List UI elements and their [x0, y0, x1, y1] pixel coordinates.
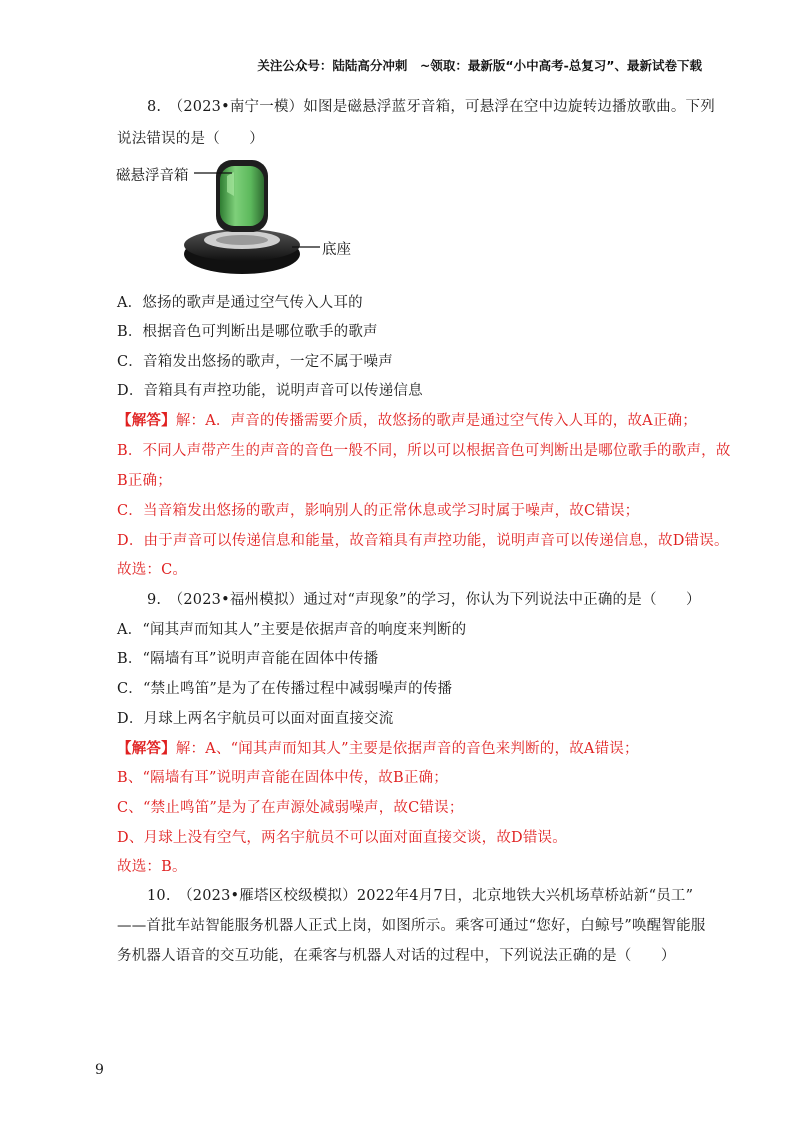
- q8-figure-levitating-speaker: [114, 152, 374, 282]
- q9-answer-line2: B、“隔墙有耳”说明声音能在固体中传，故B正确；: [117, 770, 448, 786]
- q8-option-d: D．音箱具有声控功能，说明声音可以传递信息: [117, 383, 423, 399]
- q9-stem: 9. （2023•福州模拟）通过对“声现象”的学习，你认为下列说法中正确的是（ ）: [147, 592, 701, 608]
- q8-answer-tag: 【解答】: [117, 412, 176, 429]
- q8-answer-line5: D．由于声音可以传递信息和能量，故音箱具有声控功能，说明声音可以传递信息，故D错误。: [117, 533, 729, 549]
- q9-answer-line3: C、“禁止鸣笛”是为了在声源处减弱噪声，故C错误；: [117, 800, 464, 816]
- q8-option-b: B．根据音色可判断出是哪位歌手的歌声: [117, 324, 378, 340]
- q8-answer-line4: C．当音箱发出悠扬的歌声，影响别人的正常休息或学习时属于噪声，故C错误；: [117, 503, 640, 519]
- q9-option-b: B．“隔墙有耳”说明声音能在固体中传播: [117, 651, 379, 667]
- q9-option-a: A．“闻其声而知其人”主要是依据声音的响度来判断的: [117, 622, 467, 638]
- q9-answer-choice: 故选：B。: [117, 859, 187, 875]
- label-speaker: 磁悬浮音箱: [116, 168, 189, 184]
- q8-stem-line1: 8. （2023•南宁一模）如图是磁悬浮蓝牙音箱，可悬浮在空中边旋转边播放歌曲。下列: [147, 99, 715, 115]
- q8-option-c: C．音箱发出悠扬的歌声，一定不属于噪声: [117, 354, 393, 370]
- label-base: 底座: [322, 242, 351, 258]
- q10-stem-line1: 10. （2023•雁塔区校级模拟）2022年4月7日，北京地铁大兴机场草桥站新“员工”: [147, 888, 694, 904]
- q8-answer-line2: B．不同人声带产生的声音的音色一般不同，所以可以根据音色可判断出是哪位歌手的歌声，故: [117, 443, 731, 459]
- q9-answer-line1: 【解答】解：A、“闻其声而知其人”主要是依据声音的音色来判断的，故A错误；: [117, 740, 639, 757]
- page-number: 9: [95, 1062, 104, 1078]
- q8-answer-line3: B正确；: [117, 473, 172, 489]
- q10-stem-line3: 务机器人语音的交互功能，在乘客与机器人对话的过程中，下列说法正确的是（ ）: [117, 948, 676, 964]
- speaker-body: [220, 166, 264, 226]
- q8-answer-line1: 【解答】解：A．声音的传播需要介质，故悠扬的歌声是通过空气传入人耳的，故A正确；: [117, 412, 697, 429]
- q10-stem-line2: ——首批车站智能服务机器人正式上岗，如图所示。乘客可通过“您好，白鲸号”唤醒智能服: [117, 918, 706, 934]
- q8-option-a: A．悠扬的歌声是通过空气传入人耳的: [117, 295, 363, 311]
- q9-option-c: C．“禁止鸣笛”是为了在传播过程中减弱噪声的传播: [117, 681, 453, 697]
- q8-answer-choice: 故选：C。: [117, 562, 188, 578]
- page-header: 关注公众号：陆陆高分冲刺 ~领取：最新版“小中高考-总复习”、最新试卷下载: [257, 58, 702, 73]
- q9-option-d: D．月球上两名宇航员可以面对面直接交流: [117, 711, 394, 727]
- q9-answer-tag: 【解答】: [117, 740, 176, 757]
- q9-answer-line4: D、月球上没有空气，两名宇航员不可以面对面直接交谈，故D错误。: [117, 830, 567, 846]
- q8-stem-line2: 说法错误的是（ ）: [117, 131, 264, 147]
